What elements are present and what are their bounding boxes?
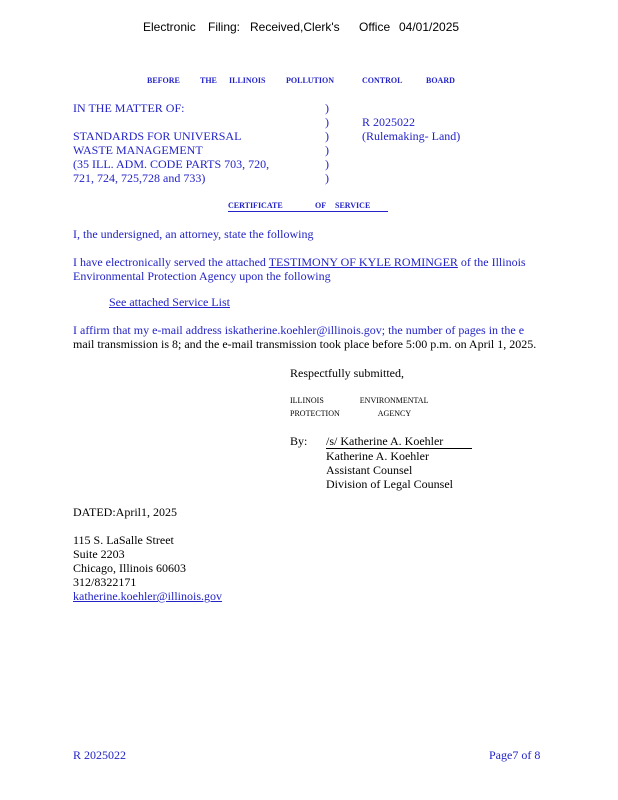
affirm-text: ; the number of pages in the e — [381, 323, 525, 337]
agency-word: PROTECTION — [290, 409, 340, 418]
testimony-link[interactable]: TESTIMONY OF KYLE ROMINGER — [268, 255, 458, 269]
paren: ) — [325, 143, 329, 157]
board-before: BEFORE — [147, 76, 180, 85]
signer-block — [326, 434, 472, 491]
service-statement — [73, 255, 526, 283]
header-electronic: Electronic — [143, 20, 196, 34]
affirmation — [73, 323, 536, 351]
caption-line — [73, 115, 269, 129]
agency-name — [290, 396, 428, 418]
header-date: 04/01/2025 — [399, 20, 460, 34]
by-label: By: — [290, 434, 308, 448]
attorney-statement: I, the undersigned, an attorney, state the following — [73, 227, 314, 241]
caption-right — [362, 115, 460, 143]
footer-page-number: Page7 of 8 — [489, 748, 541, 762]
header-filing: Filing: — [208, 20, 241, 34]
case-number: R 2025022 — [362, 115, 416, 129]
address-email-link[interactable]: katherine.koehler@illinois.gov — [73, 589, 223, 603]
paren: ) — [325, 129, 329, 143]
affirm-text: mail transmission is 8; and the e-mail transmission took place before 5:00 p.m. on April 1, 2025. — [73, 337, 537, 351]
respectfully-submitted: Respectfully submitted, — [290, 366, 404, 380]
certificate-word: CERTIFICATE — [228, 201, 283, 210]
service-text: Environmental Protection Agency upon the following — [73, 269, 331, 283]
paren: ) — [325, 115, 329, 129]
footer-case-number: R 2025022 — [73, 748, 127, 762]
caption-left — [73, 101, 269, 185]
address-city: Chicago, Illinois 60603 — [73, 561, 186, 575]
caption-line: STANDARDS FOR UNIVERSAL — [73, 129, 242, 143]
address-street: 115 S. LaSalle Street — [73, 533, 174, 547]
dated-line: DATED:April1, 2025 — [73, 505, 177, 519]
board-pollution: POLLUTION — [286, 76, 335, 85]
caption-line: IN THE MATTER OF: — [73, 101, 185, 115]
signer-division: Division of Legal Counsel — [326, 477, 453, 491]
address-phone: 312/8322171 — [73, 575, 137, 589]
caption-line: 721, 724, 725,728 and 733) — [73, 171, 206, 185]
address-block — [73, 533, 222, 603]
service-list-link[interactable]: See attached Service List — [109, 295, 230, 309]
agency-word: AGENCY — [377, 409, 412, 418]
signer-title: Assistant Counsel — [326, 463, 413, 477]
board-illinois: ILLINOIS — [229, 76, 266, 85]
signature-line: /s/ Katherine A. Koehler — [326, 434, 472, 449]
board-board: BOARD — [426, 76, 455, 85]
case-type: (Rulemaking- Land) — [362, 129, 461, 143]
affirm-email: katherine.koehler@illinois.gov — [232, 323, 382, 337]
caption-line: (35 ILL. ADM. CODE PARTS 703, 720, — [73, 157, 270, 171]
paren: ) — [325, 157, 329, 171]
agency-word: ENVIRONMENTAL — [359, 396, 429, 405]
certificate-heading — [228, 201, 388, 212]
signer-name: Katherine A. Koehler — [326, 449, 429, 463]
paren: ) — [325, 171, 329, 185]
certificate-word: OF — [315, 201, 327, 210]
board-control: CONTROL — [362, 76, 403, 85]
affirm-text: I affirm that my e-mail address is — [73, 323, 233, 337]
caption-parens — [325, 101, 329, 185]
address-suite: Suite 2203 — [73, 547, 125, 561]
paren: ) — [325, 101, 329, 115]
certificate-word: SERVICE — [335, 201, 371, 210]
header-office: Office — [359, 20, 391, 34]
board-the: THE — [200, 76, 217, 85]
header-received: Received,Clerk's — [250, 20, 340, 34]
agency-word: ILLINOIS — [290, 396, 324, 405]
caption-line: WASTE MANAGEMENT — [73, 143, 203, 157]
service-text: I have electronically served the attached — [73, 255, 266, 269]
service-text: of the Illinois — [460, 255, 526, 269]
